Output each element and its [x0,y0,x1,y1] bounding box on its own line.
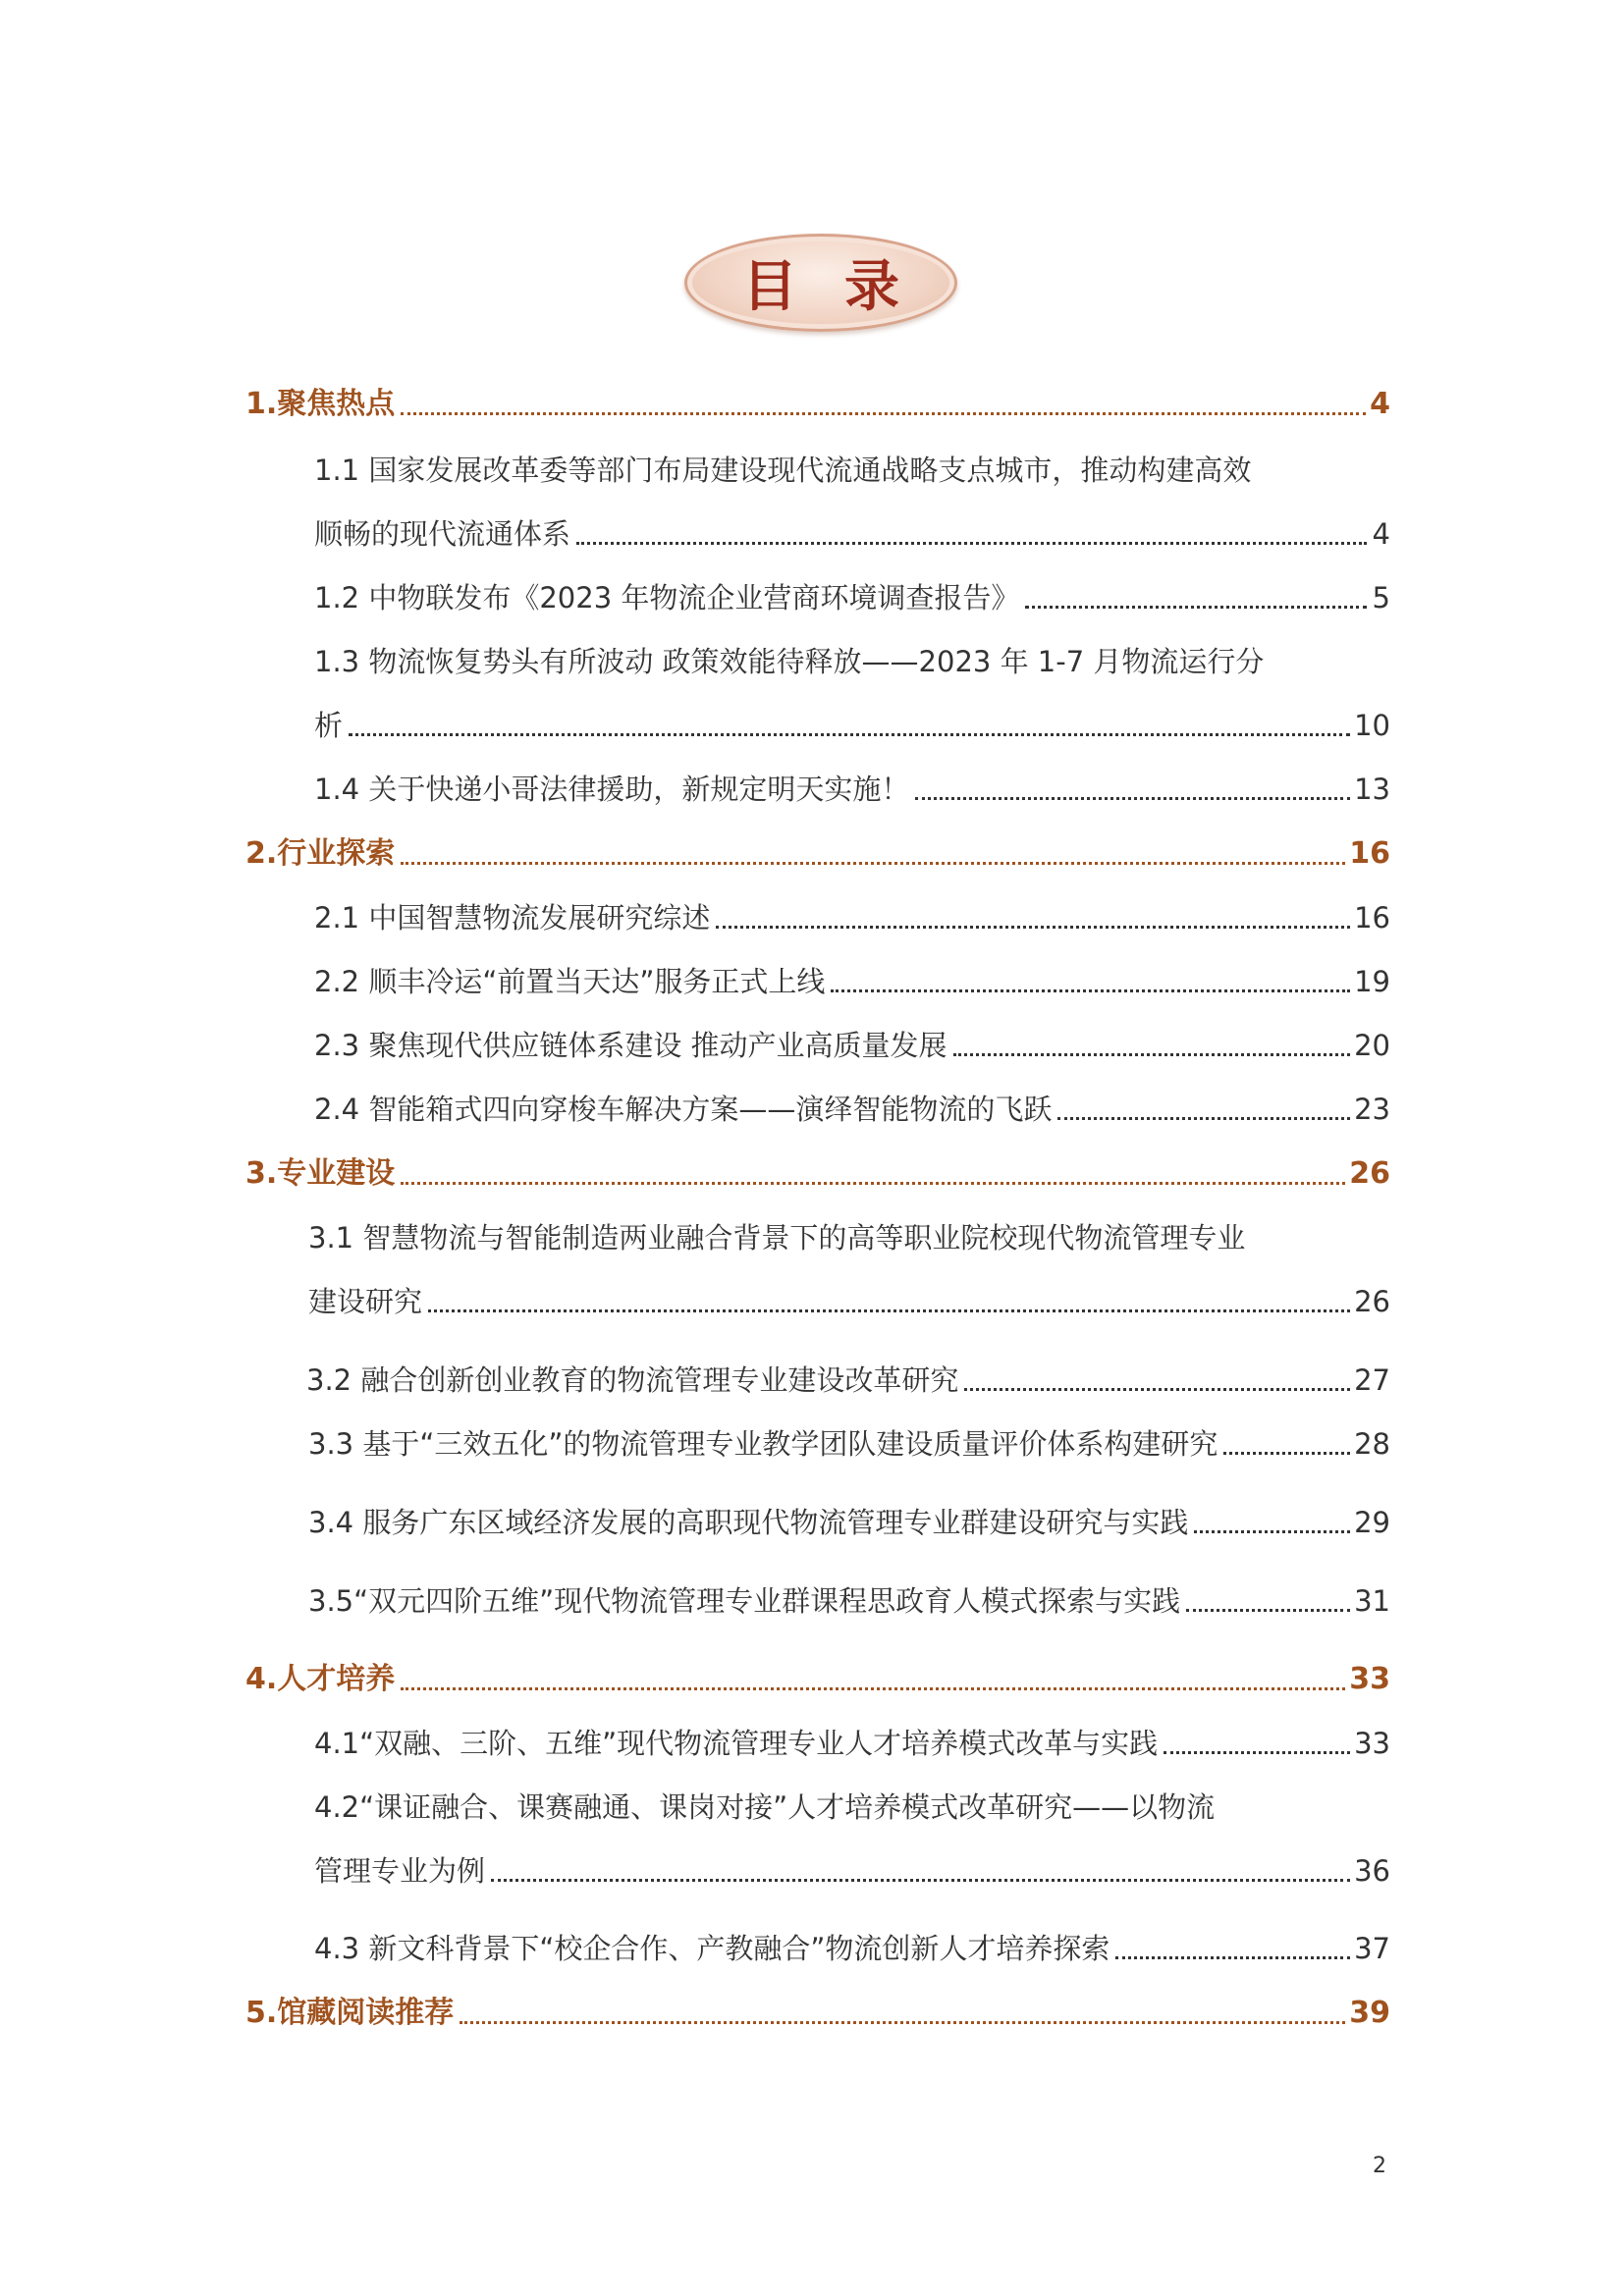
toc-leader-dots [401,412,1366,415]
toc-section-5[interactable] [245,1992,1390,2035]
toc-item-2-3[interactable] [314,1024,1390,1067]
toc-page: 20 [1354,1029,1390,1062]
toc-item-1-1-line1[interactable]: 1.1 国家发展改革委等部门布局建设现代流通战略支点城市，推动构建高效 [314,454,1252,487]
toc-leader-dots [1115,1956,1350,1959]
toc-leader-dots [953,1053,1351,1056]
toc-leader-dots [915,797,1350,800]
toc-label: 1.4 关于快递小哥法律援助，新规定明天实施！ [314,773,910,806]
toc-leader-dots [401,862,1345,865]
toc-page: 4 [1372,517,1390,551]
toc-label: 4.3 新文科背景下“校企合作、产教融合”物流创新人才培养探索 [314,1932,1110,1965]
toc-page: 13 [1354,773,1390,806]
toc-item-1-2[interactable] [314,576,1390,619]
toc-item-2-1[interactable] [314,896,1390,939]
toc-leader-dots [716,926,1350,929]
toc-page: 23 [1354,1093,1390,1126]
toc-label: 4.人才培养 [245,1662,396,1696]
toc-label: 3.2 融合创新创业教育的物流管理专业建设改革研究 [306,1363,959,1397]
toc-label: 管理专业为例 [314,1854,486,1888]
toc-leader-dots [428,1309,1350,1312]
toc-item-3-4[interactable] [308,1501,1390,1544]
toc-item-2-4[interactable] [314,1088,1390,1131]
toc-leader-dots [1194,1530,1350,1533]
toc-item-2-2[interactable] [314,960,1390,1003]
toc-label: 5.馆藏阅读推荐 [245,1996,455,2030]
toc-item-4-1[interactable] [314,1722,1390,1765]
page-number: 2 [1373,2154,1386,2178]
toc-item-1-3-line1[interactable]: 1.3 物流恢复势头有所波动 政策效能待释放——2023 年 1-7 月物流运行分 [314,645,1265,678]
toc-leader-dots [460,2021,1345,2024]
toc-leader-dots [401,1182,1345,1185]
toc-page: 16 [1349,836,1390,871]
toc-leader-dots [349,733,1350,736]
toc-item-3-5[interactable] [308,1579,1390,1623]
toc-leader-dots [1164,1751,1350,1754]
toc-item-3-2[interactable] [306,1359,1390,1402]
toc-page: 29 [1354,1506,1390,1539]
toc-title: 目录 [742,255,947,319]
toc-item-4-3[interactable] [314,1927,1390,1970]
toc-item-4-2-line1[interactable]: 4.2“课证融合、课赛融通、课岗对接”人才培养模式改革研究——以物流 [314,1790,1216,1824]
toc-page: 26 [1354,1285,1390,1318]
toc-page: 5 [1372,581,1390,614]
toc-page: 28 [1354,1427,1390,1461]
toc-leader-dots [831,989,1350,992]
toc-label: 2.3 聚焦现代供应链体系建设 推动产业高质量发展 [314,1029,947,1062]
toc-page: 37 [1354,1932,1390,1965]
toc-page: 27 [1354,1363,1390,1397]
toc-label: 3.5“双元四阶五维”现代物流管理专业群课程思政育人模式探索与实践 [308,1584,1181,1618]
toc-label: 4.1“双融、三阶、五维”现代物流管理专业人才培养模式改革与实践 [314,1727,1159,1760]
toc-section-2[interactable] [245,832,1390,876]
toc-page: 10 [1354,709,1390,742]
toc-label: 2.1 中国智慧物流发展研究综述 [314,901,711,934]
toc-leader-dots [576,542,1367,545]
toc-label: 3.专业建设 [245,1156,396,1191]
toc-page: 36 [1354,1854,1390,1888]
toc-leader-dots [1186,1609,1350,1612]
toc-page: 31 [1354,1584,1390,1618]
toc-label: 2.2 顺丰冷运“前置当天达”服务正式上线 [314,965,826,998]
toc-label: 顺畅的现代流通体系 [314,517,571,551]
toc-item-3-1[interactable] [308,1280,1390,1323]
toc-label: 析 [314,709,344,742]
toc-label: 1.聚焦热点 [245,387,396,421]
toc-page: 33 [1349,1662,1390,1696]
toc-page: 39 [1349,1996,1390,2030]
toc-label: 3.4 服务广东区域经济发展的高职现代物流管理专业群建设研究与实践 [308,1506,1189,1539]
toc-page: 19 [1354,965,1390,998]
toc-page: 4 [1370,387,1390,421]
toc-label: 3.3 基于“三效五化”的物流管理专业教学团队建设质量评价体系构建研究 [308,1427,1218,1461]
toc-item-1-4[interactable] [314,768,1390,811]
toc-section-1[interactable] [245,383,1390,426]
toc-label: 1.2 中物联发布《2023 年物流企业营商环境调查报告》 [314,581,1020,614]
toc-page: 26 [1349,1156,1390,1191]
toc-leader-dots [1057,1117,1350,1120]
toc-label: 2.4 智能箱式四向穿梭车解决方案——演绎智能物流的飞跃 [314,1093,1053,1126]
toc-leader-dots [491,1879,1350,1882]
toc-page: 16 [1354,901,1390,934]
toc-page: 33 [1354,1727,1390,1760]
toc-section-4[interactable] [245,1658,1390,1701]
toc-section-3[interactable] [245,1152,1390,1196]
toc-item-4-2[interactable] [314,1849,1390,1893]
toc-item-3-1-line1[interactable]: 3.1 智慧物流与智能制造两业融合背景下的高等职业院校现代物流管理专业 [308,1221,1246,1255]
toc-leader-dots [1025,606,1367,609]
toc-item-1-3[interactable] [314,704,1390,747]
toc-leader-dots [401,1687,1345,1690]
toc-leader-dots [1223,1452,1350,1455]
toc-item-1-1[interactable] [314,512,1390,556]
toc-label: 2.行业探索 [245,836,396,871]
toc-leader-dots [964,1388,1350,1391]
toc-label: 建设研究 [308,1285,423,1318]
toc-item-3-3[interactable] [308,1422,1390,1466]
